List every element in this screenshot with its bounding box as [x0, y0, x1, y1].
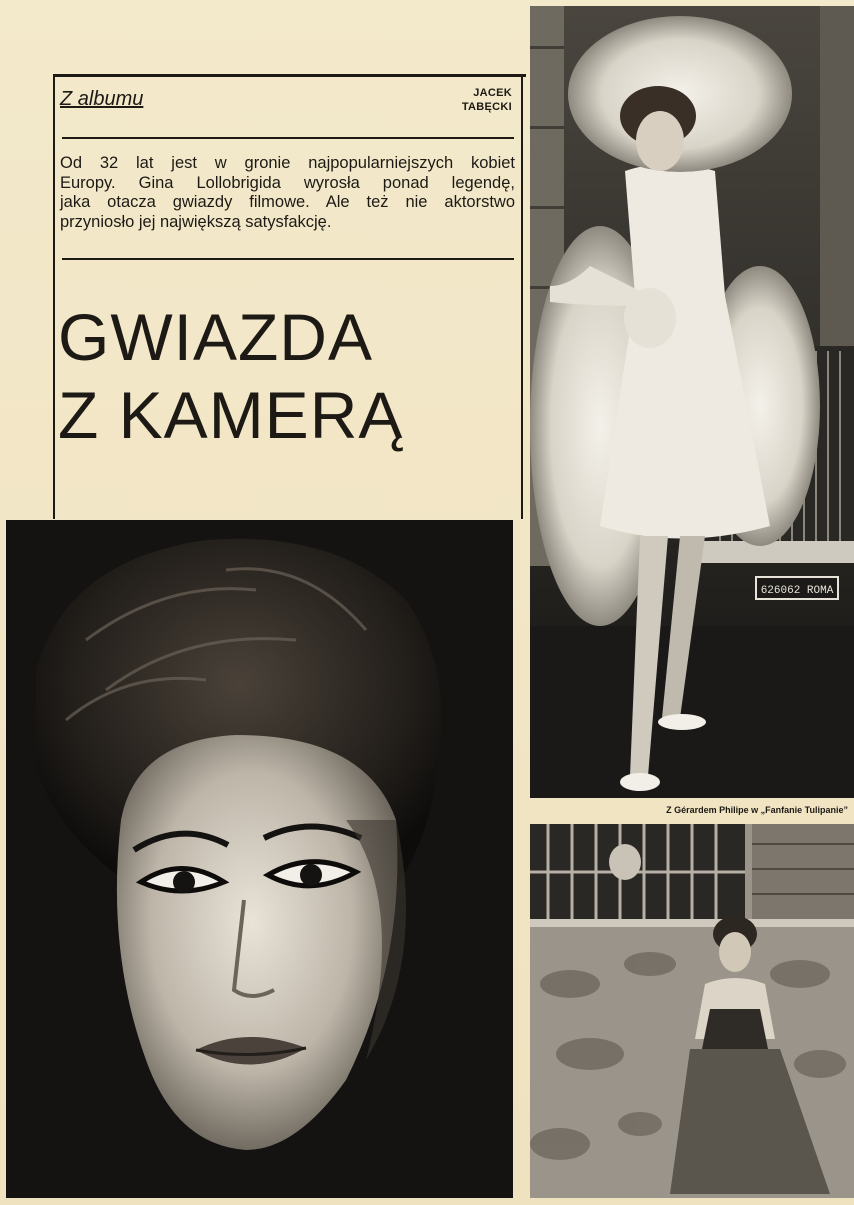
headline-line-2: Z KAMERĄ	[58, 378, 404, 452]
photo-white-dress-image	[530, 6, 854, 798]
top-rule	[54, 74, 526, 77]
author-name	[432, 86, 512, 114]
lead-line: jaka otacza gwiazdy filmowe. Ale też nie aktorstwo	[60, 193, 515, 211]
photo-white-dress	[530, 6, 854, 798]
headline	[58, 298, 403, 454]
headline-line-1: GWIAZDA	[58, 300, 373, 374]
lead-line: przyniosło jej największą satysfakcję.	[60, 212, 332, 231]
author-first-name: JACEK	[473, 87, 512, 99]
lead-line: Europy. Gina Lollobrigida wyrosła ponad legendę,	[60, 173, 515, 192]
lead-bottom-rule	[62, 258, 514, 260]
lead-line: Od 32 lat jest w gronie najpopularniejszych kobiet	[60, 154, 515, 172]
section-label: Z albumu	[60, 88, 144, 110]
photo-portrait	[6, 520, 513, 1198]
right-frame-line	[521, 74, 523, 519]
photo-fanfan-scene	[530, 824, 854, 1198]
photo-portrait-image	[6, 520, 513, 1198]
lead-top-rule	[62, 137, 514, 139]
author-last-name: TABĘCKI	[461, 101, 512, 113]
photo-fanfan-image	[530, 824, 854, 1198]
left-frame-line	[53, 74, 55, 519]
lead-paragraph	[60, 154, 515, 232]
photo-caption: Z Gérardem Philipe w „Fanfanie Tulipanie”	[666, 805, 848, 815]
license-plate-text: 626062 ROMA	[760, 585, 834, 597]
